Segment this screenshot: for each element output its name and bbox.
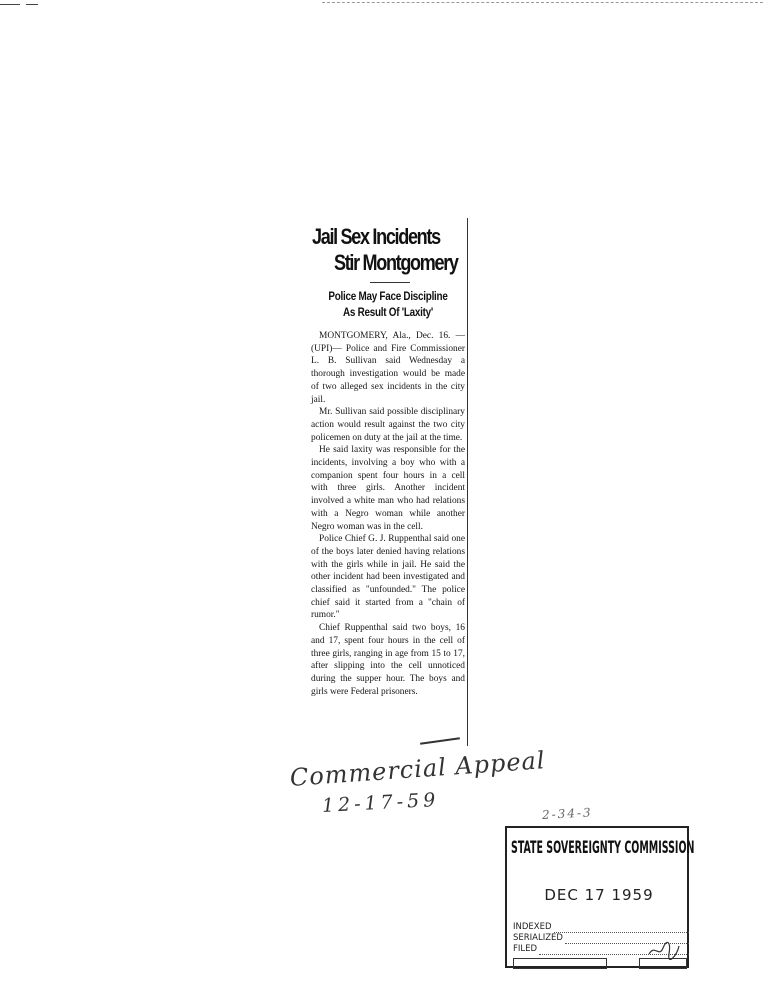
dotted-line <box>554 924 689 933</box>
stamp-box <box>639 958 687 969</box>
article-paragraph: Police Chief G. J. Ruppenthal said one of the boys later denied having relations with the girls while in jail. He said the other incident had been investigated and classified as "unfounded." The police chief said it started from a "chain of rumor." <box>311 534 465 621</box>
stamp-date: DEC 17 1959 <box>544 886 654 904</box>
top-rule-mark <box>26 4 38 5</box>
article-body <box>311 330 465 698</box>
commission-stamp <box>505 826 695 968</box>
subhead-line-2: As Result Of 'Laxity' <box>343 307 433 319</box>
headline-line-2: Stir Montgomery <box>334 250 458 275</box>
stamp-boxes <box>513 958 689 968</box>
handwritten-date: 12-17-59 <box>321 788 440 817</box>
top-rule-mark <box>0 4 20 5</box>
stamp-indexed-label: INDEXED <box>513 922 552 932</box>
stamp-serialized-label: SERIALIZED <box>513 933 563 943</box>
article-paragraph: He said laxity was responsible for the incidents, involving a boy who with a companion spent four hours in a cell with three girls. Another incident involved a white man who had relations with a Negro woman while another Negro woman was in the cell. <box>311 445 465 532</box>
article-paragraph: Chief Ruppenthal said two boys, 16 and 17, spent four hours in the cell of three girls, ranging in age from 15 to 17, after slipping into the cell unnoticed during the supper hour. The boys and girls were Federal prisoners. <box>311 623 465 697</box>
stamp-filed-label: FILED <box>513 944 538 954</box>
headline-line-1: Jail Sex Incidents <box>312 224 440 249</box>
article-paragraph: MONTGOMERY, Ala., Dec. 16. —(UPI)— Police and Fire Commissioner L. B. Sullivan said Wednesday a thorough investigation would be made of two alleged sex incidents in the city jail. <box>311 331 465 405</box>
article-paragraph: Mr. Sullivan said possible disciplinary action would result against the two city policemen on duty at the jail at the time. <box>311 407 465 443</box>
subhead-line-1: Police May Face Discipline <box>328 291 448 303</box>
initials-scribble-icon <box>647 940 681 960</box>
headline-rule <box>370 282 410 283</box>
newspaper-clipping <box>308 218 468 746</box>
handwritten-file-number: 2-34-3 <box>541 805 593 822</box>
stamp-title: STATE SOVEREIGNTY COMMISSION <box>511 838 695 858</box>
handwritten-source: Commercial Appeal <box>289 746 547 792</box>
pen-underline <box>420 737 460 745</box>
stamp-box <box>513 958 607 969</box>
stamp-indexed-row <box>513 922 689 933</box>
top-dotted-edge <box>322 2 763 3</box>
